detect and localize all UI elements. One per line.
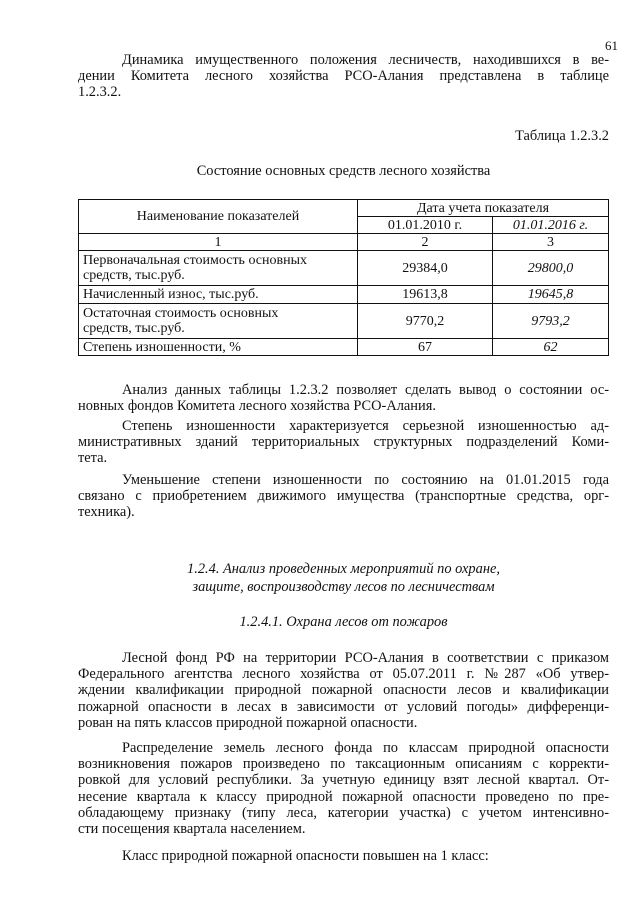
- text-line: несение квартала к классу природной пожарной опасности проведено по пре-: [78, 788, 609, 805]
- table-label: Таблица 1.2.3.2: [515, 128, 609, 144]
- page-number: 61: [605, 38, 618, 53]
- section-heading: [78, 560, 609, 596]
- row-name-line: Степень изношенности, %: [83, 339, 241, 355]
- row-name-line: Начисленный износ, тыс.руб.: [83, 287, 259, 302]
- row-name-line: Первоначальная стоимость основных: [83, 253, 308, 268]
- text-line: пожарной опасности в лесах в зависимости от условий погоды» дифференци-: [78, 698, 609, 715]
- text-line: обладающему признаку (типу леса, категории участка) с учетом интенсивно-: [78, 804, 609, 821]
- value-2010: 19613,8: [358, 286, 493, 304]
- text-line: 1.2.3.2.: [78, 84, 122, 101]
- body-paragraph: [78, 650, 609, 731]
- text-line: новных фондов Комитета лесного хозяйства РСО-Алания.: [78, 398, 436, 415]
- text-line: Уменьшение степени изношенности по состоянию на 01.01.2015 года: [122, 472, 609, 488]
- heading-line: 1.2.4. Анализ проведенных мероприятий по охране,: [187, 561, 500, 577]
- row-name-line: средств, тыс.руб.: [83, 321, 185, 336]
- value-2016: 29800,0: [493, 251, 609, 286]
- subsection-heading: 1.2.4.1. Охрана лесов от пожаров: [239, 614, 448, 630]
- text-line: возникновения пожаров произведено по таксационным описаниям с корректи-: [78, 756, 609, 773]
- text-line: Распределение земель лесного фонда по классам природной опасности: [122, 740, 609, 756]
- value-2010: 9770,2: [358, 304, 493, 339]
- analysis-paragraph: [78, 382, 609, 414]
- text-line: сти посещения квартала населением.: [78, 821, 306, 838]
- row-name-line: средств, тыс.руб.: [83, 268, 185, 283]
- header-col-2010: 01.01.2010 г.: [358, 217, 493, 234]
- text-line: ждении квалификации природной пожарной опасности лесов и квалификации: [78, 682, 609, 699]
- value-2016: 9793,2: [493, 304, 609, 339]
- table-row: [79, 339, 609, 356]
- text-line: рован на пять классов природной пожарной опасности.: [78, 714, 418, 731]
- header-col-2016: 01.01.2016 г.: [493, 217, 609, 234]
- header-date: Дата учета показателя: [358, 200, 609, 217]
- text-line: дении Комитета лесного хозяйства РСО-Алания представлена в таблице: [78, 68, 609, 85]
- text-line: министративных зданий территориальных структурных подразделений Коми-: [78, 434, 609, 451]
- text-line: связано с приобретением движимого имущества (транспортные средства, орг-: [78, 488, 609, 505]
- value-2010: 29384,0: [358, 251, 493, 286]
- body-paragraph: [78, 848, 609, 864]
- text-line: тета.: [78, 450, 108, 467]
- column-number: 2: [358, 234, 493, 251]
- text-line: Класс природной пожарной опасности повышен на 1 класс:: [122, 848, 489, 864]
- intro-paragraph: [78, 52, 609, 101]
- row-name: [79, 286, 358, 304]
- text-line: Степень изношенности характеризуется серьезной изношенностью ад-: [122, 418, 609, 434]
- header-indicator: Наименование показателей: [79, 200, 358, 234]
- table-row: [79, 304, 609, 339]
- column-number: 1: [79, 234, 358, 251]
- text-line: ровкой для условий республики. За учетную единицу взят лесной квартал. От-: [78, 772, 609, 789]
- body-paragraph: [78, 740, 609, 837]
- text-line: Лесной фонд РФ на территории РСО-Алания в соответствии с приказом: [122, 650, 609, 666]
- value-2016: 62: [493, 339, 609, 356]
- text-line: Федерального агентства лесного хозяйства от 05.07.2011 г. №287 «Об утвер-: [78, 666, 609, 683]
- table-title: Состояние основных средств лесного хозяйства: [196, 163, 491, 179]
- value-2016: 19645,8: [493, 286, 609, 304]
- text-line: Динамика имущественного положения лесничеств, находившихся в ве-: [122, 52, 609, 68]
- row-name: [79, 304, 358, 339]
- text-line: техника).: [78, 504, 135, 521]
- text-line: Анализ данных таблицы 1.2.3.2 позволяет сделать вывод о состоянии ос-: [122, 382, 609, 398]
- row-name: [79, 339, 358, 356]
- row-name-line: Остаточная стоимость основных: [83, 306, 279, 321]
- table-row: [79, 286, 609, 304]
- analysis-paragraph: [78, 472, 609, 521]
- row-name: [79, 251, 358, 286]
- heading-line: защите, воспроизводству лесов по лесничествам: [192, 579, 495, 595]
- table-row: [79, 251, 609, 286]
- assets-table: [78, 199, 609, 356]
- column-number: 3: [493, 234, 609, 251]
- value-2010: 67: [358, 339, 493, 356]
- analysis-paragraph: [78, 418, 609, 467]
